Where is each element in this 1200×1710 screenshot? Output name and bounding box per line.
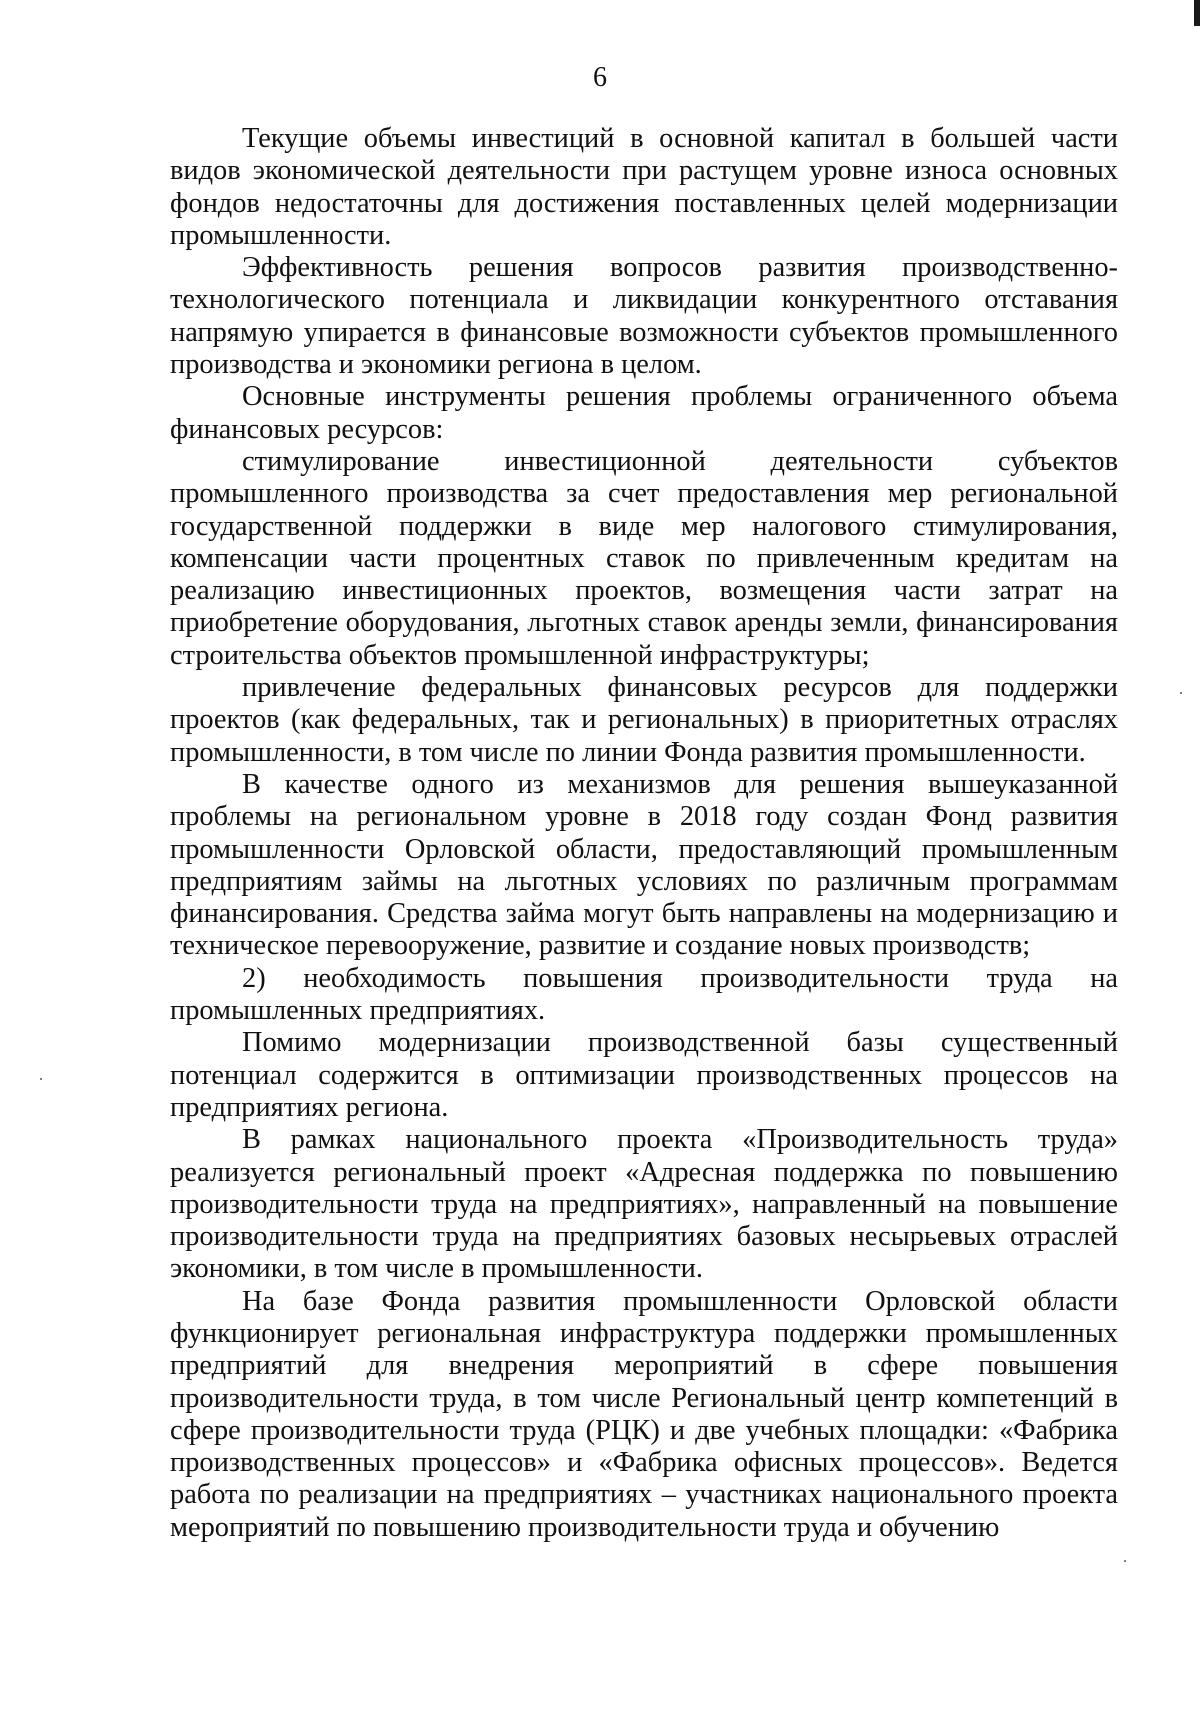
page-number: 6 [593, 62, 607, 93]
document-body [170, 123, 1118, 1544]
paragraph: 2) необходимость повышения производительности труда на промышленных предприятиях. [170, 962, 1118, 1027]
paragraph: В качестве одного из механизмов для решения вышеуказанной проблемы на региональном уровне в 2018 году создан Фонд развития промышленности Орловской области, предоставляющий промышленным предприятиям займы на льготных условиях по различным программам финансирования. Средства займа могут быть направлены на модернизацию и техническое перевооружение, развитие и создание новых производств; [170, 768, 1118, 962]
scan-speck [1180, 692, 1182, 694]
paragraph: В рамках национального проекта «Производительность труда» реализуется региональный проект «Адресная поддержка по повышению производительности труда на предприятиях», направленный на повышение производительности труда на предприятиях базовых несырьевых отраслей экономики, в том числе в промышленности. [170, 1124, 1118, 1285]
scan-edge-mark [1194, 0, 1200, 26]
paragraph: Основные инструменты решения проблемы ограниченного объема финансовых ресурсов: [170, 381, 1118, 445]
paragraph: стимулирование инвестиционной деятельности субъектов промышленного производства за счет предоставления мер региональной государственной поддержки в виде мер налогового стимулирования, компенсации части процентных ставок по привлеченным кредитам на реализацию инвестиционных проектов, возмещения части затрат на приобретение оборудования, льготных ставок аренды земли, финансирования строительства объектов промышленной инфраструктуры; [170, 445, 1118, 671]
paragraph: На базе Фонда развития промышленности Орловской области функционирует региональная инфраструктура поддержки промышленных предприятий для внедрения мероприятий в сфере повышения производительности труда, в том числе Региональный центр компетенций в сфере производительности труда (РЦК) и две учебных площадки: «Фабрика производственных процессов» и «Фабрика офисных процессов». Ведется работа по реализации на предприятиях – участниках национального проекта мероприятий по повышению производительности труда и обучению [170, 1285, 1118, 1543]
scan-speck [1124, 1560, 1126, 1562]
paragraph: Текущие объемы инвестиций в основной капитал в большей части видов экономической деятельности при растущем уровне износа основных фондов недостаточны для достижения поставленных целей модернизации промышленности. [170, 123, 1118, 251]
paragraph: Эффективность решения вопросов развития производственно-технологического потенциала и ликвидации конкурентного отставания напрямую упирается в финансовые возможности субъектов промышленного производства и экономики региона в целом. [170, 252, 1118, 381]
paragraph: Помимо модернизации производственной базы существенный потенциал содержится в оптимизации производственных процессов на предприятиях региона. [170, 1027, 1118, 1123]
paragraph: привлечение федеральных финансовых ресурсов для поддержки проектов (как федеральных, так и региональных) в приоритетных отраслях промышленности, в том числе по линии Фонда развития промышленности. [170, 672, 1118, 768]
scan-speck [40, 1078, 42, 1080]
